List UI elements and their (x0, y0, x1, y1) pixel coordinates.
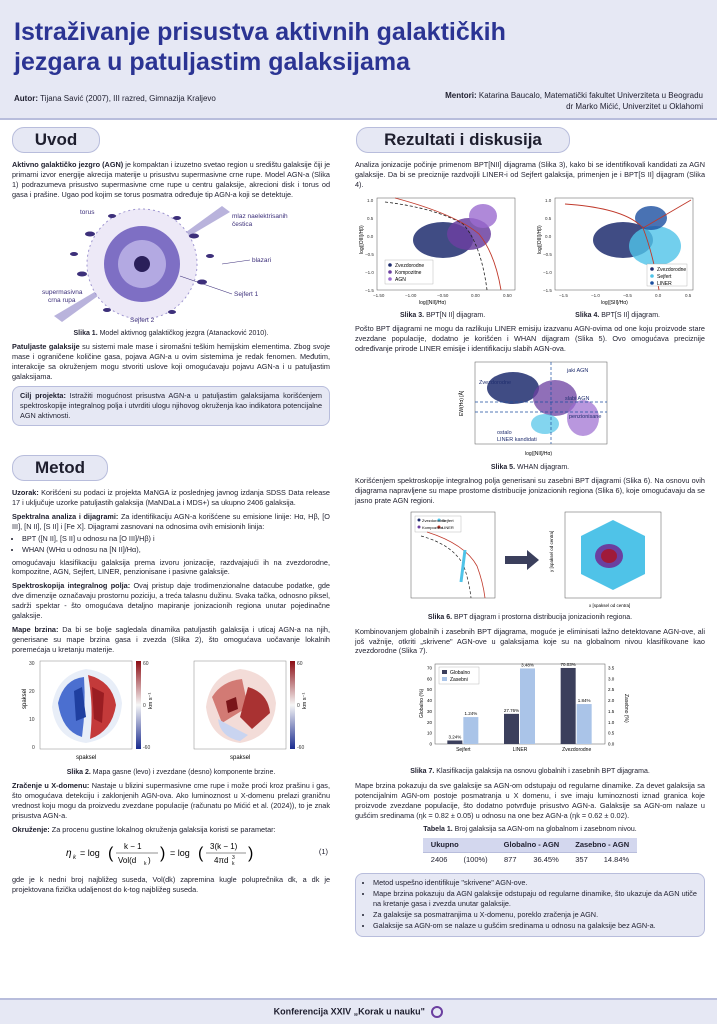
fig5-caption: Slika 5. WHAN dijagram. (490, 463, 570, 471)
tick-cbar: 0 (297, 702, 300, 709)
svg-text:k: k (73, 854, 76, 861)
svg-text:(: ( (108, 844, 114, 862)
tick-y: 0.5 (545, 215, 552, 221)
tick-right: 1.0 (608, 720, 615, 726)
mentors: Mentori: Katarina Baucalo, Matematički fakultet Univerziteta u Beogradu dr Marko Mićić, Univerzitet u Oklahomi (445, 91, 703, 112)
bpt-nii-plot (359, 198, 515, 306)
table-cell: 14.84% (596, 853, 637, 868)
mape: Mape brzina: Da bi se bolje sagledala dinamika patuljastih galaksija i uticaj AGN-a na njih, generisane su mape brzina gasa i zvezda (Slika 2), što omogućava uočavanje lokalnih poremećaja u kretanju materije. (12, 625, 330, 654)
legend-item: Kompozitne (422, 525, 444, 531)
fig3-caption: Slika 3. BPT[N II] dijagram. (399, 311, 486, 319)
legend-swatch-globalno (442, 670, 447, 674)
fig7-ylabel-left: Globalno (%) (419, 689, 425, 719)
bar-zasebni-sejfert (463, 717, 478, 744)
fig4-ylabel: log([OIII]/Hβ) (537, 225, 543, 254)
fig7-bar-chart (355, 660, 705, 762)
legend-item: Zvezdorodne (395, 262, 425, 269)
fig5-ylabel: EW(Hα) [Å] (459, 390, 465, 416)
section-uvod: Uvod (12, 127, 100, 153)
data-label: 3.48% (521, 662, 534, 668)
tick-left: 60 (426, 676, 432, 682)
legend-item: Sejfert (657, 273, 672, 280)
tick-right: 1.5 (608, 709, 615, 715)
fig2-cbar-label: km s⁻¹ (148, 692, 154, 709)
tick-x: 0.0 (655, 292, 662, 298)
diagram-list (22, 534, 330, 555)
footer-text: Konferencija XXIV „Korak u nauku" (0, 1006, 717, 1018)
list-item: • WHAN (WHα u odnosu na [N II]/Hα), (22, 545, 330, 555)
legend-item: LINER (657, 280, 672, 287)
tick-y: 0 (32, 744, 35, 751)
formula-number: (1) (318, 846, 328, 856)
rez-p4: Kombinovanjem globalnih i zasebnih BPT dijagrama, moguće je eliminisati lažno detektovane AGN-ove, ali još važnije, otkriti „skrivene" AGN-ove u galaksijama koje su na globalnom nivou klasifikovane kao zvezdorodne (Slika 7). (355, 626, 705, 656)
tick-right: 2.5 (608, 687, 615, 693)
velocity-map-gas (40, 661, 132, 749)
rez-p3: Korišćenjem spektroskopije integralnog polja generisani su zasebni BPT dijagrami (Slika 6). Na osnovu ovih dijagrama napravljene su mape prostorne distribucije jonizacionih regiona (Slika 6), koje omogućavaju da se jasno prate AGN regioni. (355, 476, 705, 506)
svg-text:k: k (232, 860, 235, 867)
tick-x: 0.00 (471, 292, 480, 298)
label-torus: torus (80, 208, 95, 216)
tick-cbar: -60 (297, 744, 305, 751)
legend-item: Globalno (450, 670, 471, 677)
tick-y: 20 (29, 688, 35, 695)
fig2-caption: Slika 2. Mapa gasne (levo) i zvezdane (desno) komponente brzine. (66, 768, 276, 776)
label-black-hole: supermasivna (42, 288, 83, 296)
tick-y: −0.5 (543, 251, 552, 257)
fig3-4-bpt (355, 194, 705, 306)
tick-y: 10 (29, 716, 35, 723)
label-black-hole-2: crna rupa (48, 296, 76, 304)
results-table (423, 838, 637, 867)
okruzenje-2: gde je k nedni broj najbližeg suseda, Vol(dk) zapremina kugle poluprečnika dk, a dk je projektovana fizička udaljenost do k-tog najbližeg suseda. (12, 875, 330, 895)
tick-left: 30 (426, 709, 432, 715)
authors: Autor: Tijana Savić (2007), III razred, Gimnazija Kraljevo (14, 94, 216, 103)
data-label: 27.76% (503, 708, 520, 714)
svg-text:4πd: 4πd (214, 855, 229, 865)
bar-globalno-sejfert (447, 741, 462, 745)
fig5-whan (355, 358, 705, 458)
rez-p1: Analiza jonizacije počinje primenom BPT[NII] dijagrama (Slika 3), kako bi se identifikovali kandidati za AGN galaksije. Da bi se preciznije razdvojili LINER-i od Sejfert galaksija, primenjen je i BPT[S II] dijagram (Slika 4). (355, 160, 705, 189)
tick-y: 30 (29, 660, 35, 667)
black-hole (134, 256, 150, 272)
fig4-xlabel: log([SII]/Hα) (601, 299, 628, 306)
fig2-ylabel: spaksel (22, 688, 28, 709)
legend-item: LINER (442, 525, 454, 531)
data-label: 1.84% (577, 698, 591, 704)
whan-label: slabi AGN (565, 395, 590, 402)
table-cell: 877 (496, 853, 525, 868)
fig2-cbar-label-2: km s⁻¹ (302, 692, 308, 709)
rezultati-column (355, 160, 705, 937)
svg-text:): ) (160, 844, 166, 862)
tick-cbar: -60 (143, 744, 151, 751)
table-header-row (423, 838, 637, 853)
okruzenje: Okruženje: Za procenu gustine lokalnog okruženja galaksija koristi se parametar: (12, 824, 276, 834)
tick-cbar: 60 (143, 660, 149, 667)
whan-label: ostalo (497, 429, 512, 436)
tick-left: 70 (426, 665, 432, 671)
poster-footer (0, 998, 717, 1024)
tick-y: 0.5 (367, 215, 374, 221)
svg-text:3(k − 1): 3(k − 1) (210, 841, 238, 851)
tick-x: −0.50 (437, 292, 449, 298)
svg-text:η: η (66, 847, 72, 859)
conclusion-item: • Galaksije sa AGN-om se nalaze u gušćim sredinama u odnosu na galaksije bez AGN-a. (373, 921, 697, 931)
tick-right: 0.0 (608, 741, 615, 747)
fig7-caption: Slika 7. Klasifikacija galaksija na osnovu globalnih i zasebnih BPT dijagrama. (410, 768, 650, 776)
legend-item: Zvezdorodne (422, 518, 446, 524)
rez-p5: Mape brzina pokazuju da sve galaksije sa AGN-om odstupaju od regularne dinamike. Za devet galaksija sa potencijalnim AGN-om postoje posmatranja u X domenu, i sve imaju luminoznosti iznad granica koje proizvode zvezdane populacije, što dodatno potvrđuje prisustvo AGN-a. Galaksije sa AGN-om nalaze u gušćim sredinama (ηk = 0.82 ± 0.05) u odnosu na one bez AGN-a (ηk = 0.62 ± 0.02). (355, 780, 705, 820)
tick-x: −0.5 (623, 292, 632, 298)
tick-left: 40 (426, 698, 432, 704)
table-cell: 357 (567, 853, 596, 868)
table-header: Ukupno (423, 838, 496, 853)
whan-label: jaki AGN (567, 367, 589, 374)
data-label: 70.03% (560, 662, 576, 668)
tick-x: −1.0 (591, 292, 600, 298)
velocity-map-stars (194, 661, 286, 749)
fig1-caption: Slika 1. Model aktivnog galaktičkog jezgra (Atanacković 2010). (73, 329, 269, 337)
bar-globalno-zvezdorodne (561, 668, 576, 744)
list-item: • BPT ([N II], [S II] u odnosu na [O III]/Hβ) i (22, 534, 330, 544)
tick-x: −1.50 (373, 292, 385, 298)
svg-text:3: 3 (232, 854, 235, 861)
conclusion-item: • Metod uspešno identifikuje "skrivene" AGN-ove. (373, 878, 697, 888)
poster-header (0, 0, 717, 120)
ifs: Spektroskopija integralnog polja: Ovaj pristup daje trodimenzionalne datacube podatke, gde dve dimenzije označavaju prostornu poziciju, a treća talasnu dužinu. Svaka tačka, odnosno piksel, sadrži spektar - što omogućava detaljno mapiranje jonizacionih regiona unutar pojedinačne galaksije. (12, 581, 330, 621)
table-cell: (100%) (455, 853, 495, 868)
label-cestica: čestica (232, 220, 253, 228)
svg-text:k: k (144, 860, 147, 867)
uzorak: Uzorak: Korišćeni su podaci iz projekta MaNGA iz poslednjeg javnog izdanja SDSS Data release 17 i uključuje uzorke patuljastih galaksija (MaNDaLa i MDS+) sa ukupno 2406 galaksija. (12, 488, 330, 507)
formula-graphic (46, 839, 296, 867)
conference-logo-icon (431, 1006, 443, 1018)
tick-y: −1.0 (543, 269, 552, 275)
bpt-sii-plot (537, 198, 693, 306)
fig6-bpt-spatial (355, 510, 705, 608)
svg-text:(: ( (198, 844, 204, 862)
fig6-ylabel: y [spaksel od centra] (549, 530, 554, 573)
tick-right: 3.0 (608, 676, 615, 682)
tick-x: −1.5 (559, 292, 568, 298)
label-sejfert1: Sejfert 1 (234, 290, 259, 298)
spektralna: Spektralna analiza i dijagrami: Za identifikaciju AGN-a korišćene su emisione linije: Hα, Hβ, [O III], [N II], [S II] i [Fe X]. Dijagrami zasnovani na odnosima ovih emisionih linija: (12, 511, 330, 531)
data-label: 1.24% (464, 711, 478, 717)
tick-left: 10 (426, 731, 432, 737)
fig3-xlabel: log([NII]/Hα) (419, 299, 447, 306)
svg-text:): ) (248, 844, 254, 862)
legend-item: Kompozitne (395, 269, 422, 276)
uvod-p2: Patuljaste galaksije su sistemi male mase i siromašni teškim hemijskim elementima. Zbog svoje mase i ograničene količine gasa, pojava AGN-a u ovim sistemima je redak fenomen. Međutim, interakcije sa okruženjem mogu stvoriti uslove koji omogućavaju pojavu AGN-a i u patuljastim galaksijama. (12, 342, 330, 381)
category-label: LINER (512, 747, 528, 754)
svg-text:Vol(d: Vol(d (118, 855, 137, 865)
xray: Zračenje u X-domenu: Nastaje u blizini supermasivne crne rupe i može proći kroz prašinu i gas, što omogućava detekciju i zaklonjenih AGN-ova. Ako luminoznost u X-domenu prelazi graničnu vrednost koju mogu da proizvedu zvezdane populacije (računatu po Mićić et al. (2024)), to je znak prisustva AGN-a. (12, 781, 330, 821)
label-blazar: blazari (252, 256, 272, 264)
uvod-p1: Aktivno galaktičko jezgro (AGN) je kompaktan i izuzetno svetao region u središtu galaksije čiji je primarni izvor energije akrecija materije u prisustvu supermasivne crne rupe. Model AGN-a (Slika 1) podrazumeva prisustvo supermasivne crne rupe u centru galaksije, akrecioni disk i torus od gasa i prašine. Ugao pod kojim se torus posmatra određuje tip AGN-a koji se detektuje. (12, 160, 331, 199)
tick-x: 0.5 (685, 292, 692, 298)
fig3-4-captions (355, 309, 705, 325)
tick-right: 3.5 (608, 665, 615, 671)
tick-y: 1.0 (367, 197, 374, 203)
tick-left: 20 (426, 720, 432, 726)
conclusion-item: • Mape brzina pokazuju da AGN galaksije odstupaju od regularne dinamike, što ukazuje da AGN utiče na kretanje gasa i zvezda unutar galaksije. (373, 889, 697, 909)
fig1-agn-model (12, 204, 330, 324)
tick-left: 50 (426, 687, 432, 693)
fig4-caption: Slika 4. BPT[S II] dijagram. (575, 311, 660, 319)
svg-text:): ) (148, 855, 151, 865)
legend-swatch-zasebni (442, 677, 447, 681)
data-label: 3.24% (448, 734, 462, 740)
table-caption: Tabela 1. Broj galaksija sa AGN-om na globalnom i zasebnom nivou. (423, 825, 637, 833)
svg-text:= log: = log (170, 847, 190, 858)
bar-globalno-liner (504, 714, 519, 744)
table-header: Globalno - AGN (496, 838, 568, 853)
table-cell: 36.45% (525, 853, 567, 868)
tick-cbar: 60 (297, 660, 303, 667)
legend-item: Zvezdorodne (657, 266, 687, 273)
table-header: Zasebno - AGN (567, 838, 637, 853)
fig5-xlabel: log([NII]/Hα) (525, 450, 553, 457)
category-label: Sejfert (456, 747, 471, 754)
tick-y: −1.5 (365, 287, 374, 293)
tick-x: 0.50 (503, 292, 512, 298)
colorbar-gas (136, 661, 141, 749)
label-sejfert2: Sejfert 2 (130, 316, 155, 324)
tick-y: 1.0 (545, 197, 552, 203)
tick-y: −0.5 (365, 251, 374, 257)
legend-item: Sejfert (442, 518, 454, 524)
category-label: Zvezdorodne (562, 747, 592, 754)
conclusion-item: • Za galaksije sa posmatranjima u X-domenu, poreklo zračenja je AGN. (373, 910, 697, 920)
tick-x: −1.00 (405, 292, 417, 298)
colorbar-stars (290, 661, 295, 749)
tick-cbar: 0 (143, 702, 146, 709)
whan-label: Zvezdorodne (479, 379, 512, 386)
svg-text:= log: = log (80, 847, 100, 858)
label-mlaz: mlaz naelektrisanih (232, 212, 288, 220)
poster-title: Istraživanje prisustva aktivnih galaktičkih jezgara u patuljastim galaksijama (14, 18, 506, 76)
table-row (423, 853, 637, 868)
spektralna-2: omogućavaju klasifikaciju galaksija prema izvoru jonizacije, razdvajajući ih na zvezdorodne, kompozitne, AGN, Sejfert, LINER, penzionisane i pasivne galaksije. (12, 557, 330, 577)
tick-left: 0 (429, 741, 432, 747)
tick-y: −1.0 (365, 269, 374, 275)
formula-eta (12, 839, 330, 871)
fig6-caption: Slika 6. BPT dijagram i prostorna distribucija jonizacionih regiona. (427, 614, 633, 622)
tick-right: 0.5 (608, 731, 615, 737)
whan-label: LINER kandidati (497, 436, 537, 443)
table-cell: 2406 (423, 853, 456, 868)
legend-item: Zasebni (450, 677, 468, 684)
legend-item: AGN (395, 276, 406, 283)
tick-y: 0.0 (545, 233, 552, 239)
uvod-column (12, 160, 330, 426)
fig3-ylabel: log([OIII]/Hβ) (359, 225, 365, 254)
conclusions-box (355, 873, 705, 937)
section-metod: Metod (12, 455, 108, 481)
bar-zasebni-zvezdorodne (577, 704, 592, 744)
section-rezultati: Rezultati i diskusija (356, 127, 570, 153)
tick-y: −1.5 (543, 287, 552, 293)
arrow-icon (505, 550, 539, 570)
fig6-xlabel: x [spaksel od centra] (589, 603, 631, 609)
goal-box: Cilj projekta: Istražiti mogućnost prisustva AGN-a u patuljastim galaksijama korišćenjem spektroskopije integralnog polja i utvrditi ulogu njihovog okruženja kao indikatora potencijalne AGN aktivnosti. (12, 386, 330, 426)
rez-p2: Pošto BPT dijagrami ne mogu da razlikuju LINER emisiju izazvanu AGN-ovima od one koju proizvode stare zvezdane populacije, dodatno je korišćen i WHAN dijagram (Slika 5). Ovo omogućava preciznije određivanje prirode LINER emisije i identifikaciju slabih AGN-ova. (355, 324, 705, 354)
metod-column (12, 488, 330, 899)
tick-y: 0.0 (367, 233, 374, 239)
fig7-ylabel-right: Zasebno (%) (623, 694, 629, 723)
whan-label: penzionisane (569, 413, 602, 420)
bar-zasebni-liner (520, 669, 535, 745)
svg-text:k − 1: k − 1 (124, 841, 142, 851)
fig2-xlabel: spaksel (76, 754, 97, 761)
fig2-xlabel-2: spaksel (230, 754, 251, 761)
tick-right: 2.0 (608, 698, 615, 704)
fig2-velocity-maps (12, 657, 330, 763)
